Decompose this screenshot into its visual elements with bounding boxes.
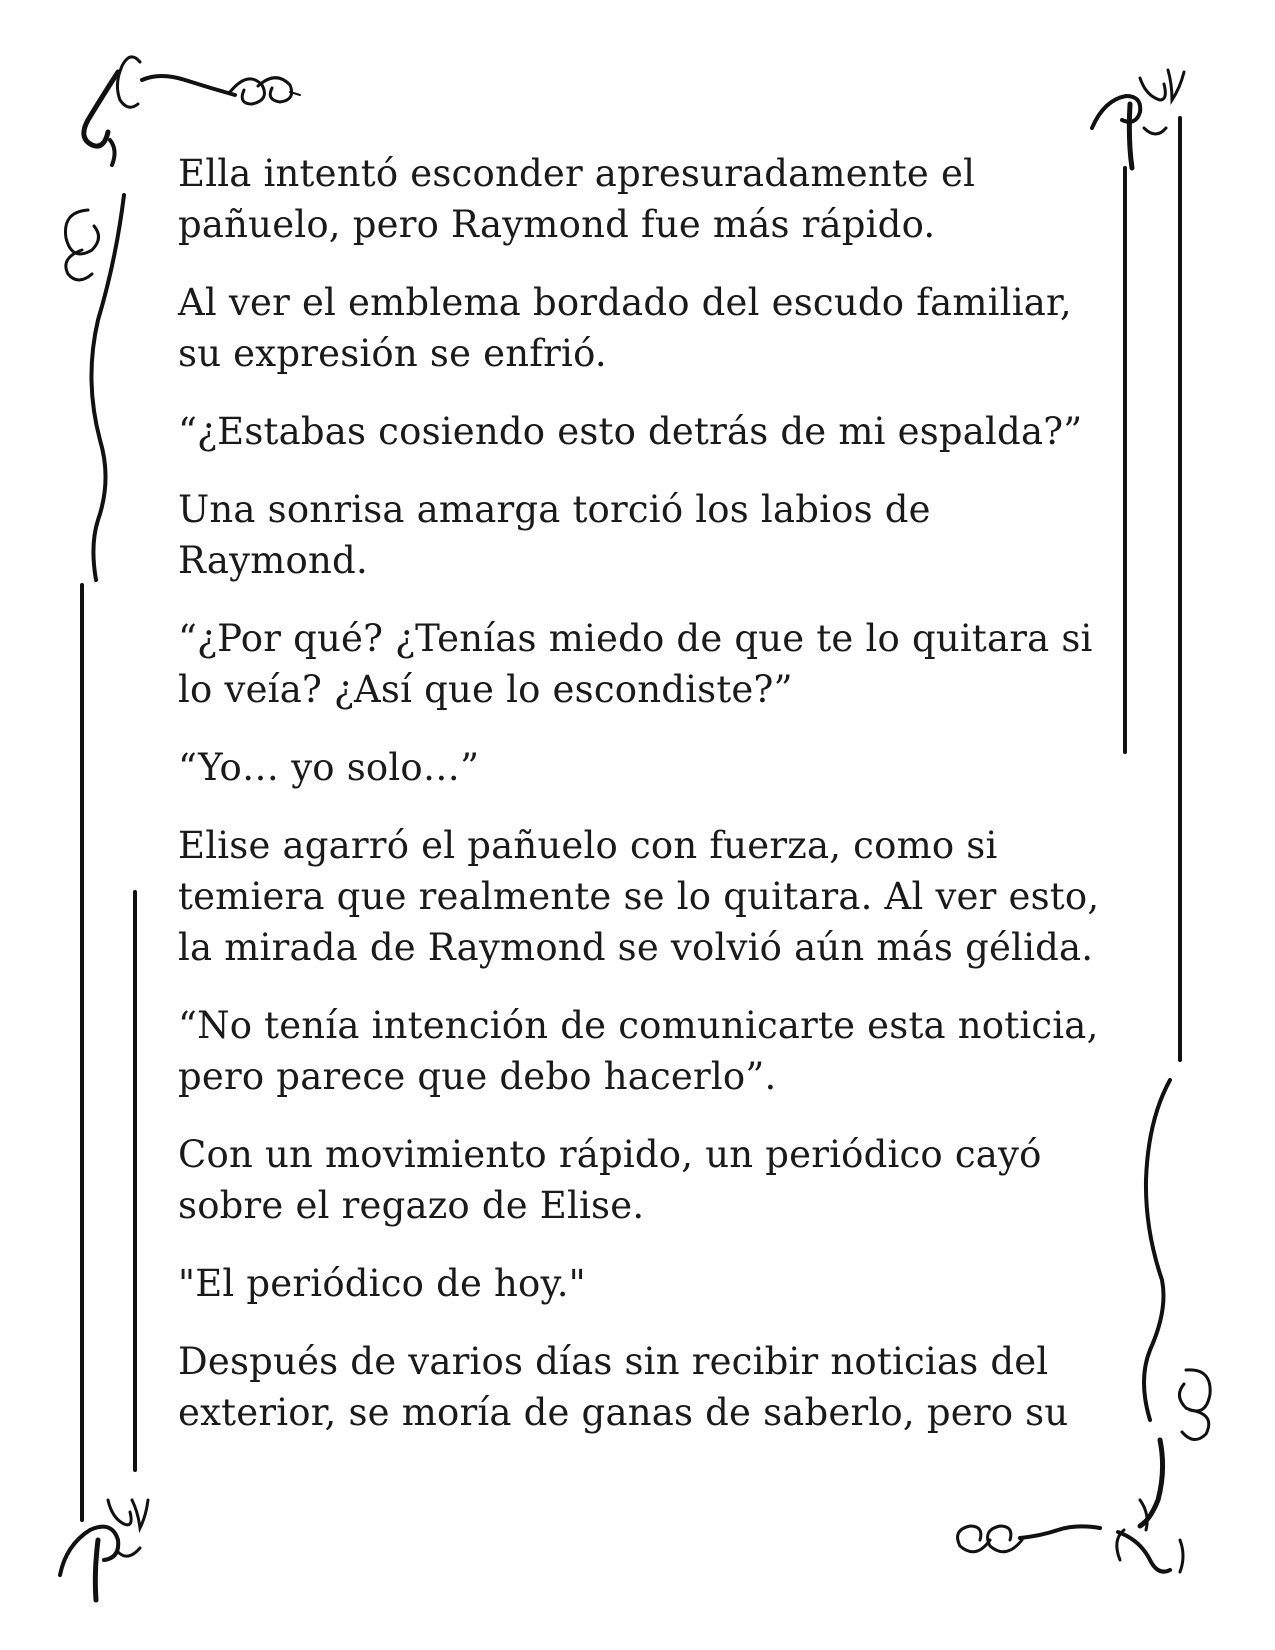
paragraph: Ella intentó esconder apresuradamente el pañuelo, pero Raymond fue más rápido. — [178, 152, 976, 246]
paragraph: “Yo… yo solo…” — [178, 746, 480, 789]
story-text — [178, 148, 1113, 1465]
paragraph: “¿Por qué? ¿Tenías miedo de que te lo quitara si lo veía? ¿Así que lo escondiste?” — [178, 617, 1093, 711]
paragraph: Después de varios días sin recibir noticias del exterior, se moría de ganas de saberlo, pero su — [178, 1340, 1069, 1434]
paragraph: “¿Estabas cosiendo esto detrás de mi espalda?” — [178, 410, 1083, 453]
paragraph: Con un movimiento rápido, un periódico cayó sobre el regazo de Elise. — [178, 1133, 1042, 1227]
paragraph: Al ver el emblema bordado del escudo familiar, su expresión se enfrió. — [178, 281, 1072, 375]
bottom-left-flourish-ornament — [60, 1500, 148, 1600]
paragraph: Una sonrisa amarga torció los labios de Raymond. — [178, 488, 931, 582]
paragraph: "El periódico de hoy." — [178, 1262, 586, 1305]
paragraph: “No tenía intención de comunicarte esta noticia, pero parece que debo hacerlo”. — [178, 1004, 1099, 1098]
paragraph: Elise agarró el pañuelo con fuerza, como si temiera que realmente se lo quitara. Al ver esto, la mirada de Raymond se volvió aún más gélida. — [178, 824, 1100, 969]
